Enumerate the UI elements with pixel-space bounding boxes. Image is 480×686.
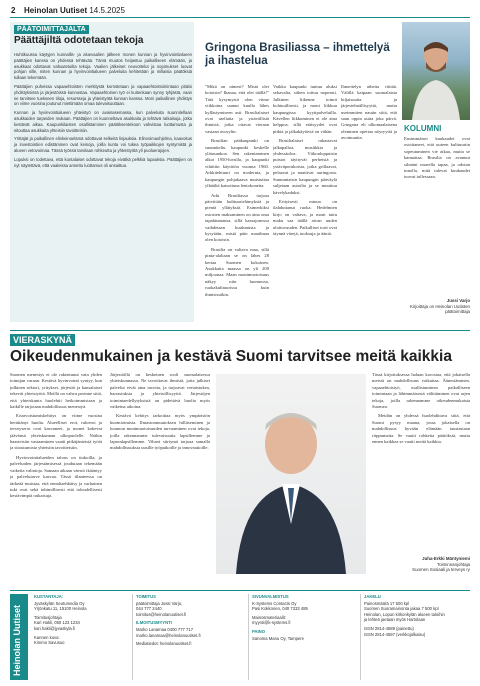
- feature-paragraph: Arki Brasiliassa tarjoaa päivittäin kulttuurielämyksiä ja pieniä yllätyksiä. Esimerkiksi ostosten maksaminen on aina oma tapahtumansa, sillä kassajonossa vaihdetaan kuulumisia ja kysytään, mistä päin maailmaa olen kotoisin.: [205, 192, 269, 243]
- opinion-kicker: VIERASKYNÄ: [10, 334, 75, 346]
- column-badge: KOLUMNI: [404, 124, 442, 133]
- feature-paragraph: Brasilian pääkaupunki on suunniteltu kaupunki keskelle ylätasankoa. Sen rakentaminen alkoi 1950-luvulla, ja kaupunki vihittiin käyttöön vuonna 1960. Arkkitehtuuri on modernia, ja kaupungin pohjakaava muistuttaa ylhäältä katsottuna lentokonetta.: [205, 138, 269, 189]
- footer-logo: [10, 594, 28, 680]
- jakelu-line: ja lehteä jaetaan myös Hartolaan: [364, 617, 426, 623]
- footer-divider: [132, 594, 133, 680]
- publication-line: [24, 6, 125, 15]
- opinion-paragraph: Kestävä kehitys tarkoittaa myös ympäristön huomioimista. Ilmastonmuutoksen hillitseminen ja luonnon monimuotoisuuden turvaaminen ovat tekoja, joilla rakennamme tulevaisuutta lapsillemme ja lapsenlapsillemme. Vihreä siirtymä tarjoaa samalla mahdollisuuksia uusille työpaikoille ja innovaatioille.: [110, 413, 210, 451]
- footer-divider: [248, 594, 249, 680]
- opinion-author-name: Juha-Erkki Mäntyniemi: [422, 556, 470, 561]
- editorial-kicker: PÄÄTOIMITTAJALTA: [14, 25, 89, 34]
- feature-col-3: [341, 84, 397, 324]
- jakelu-line: Heinolan, Lopun kirkonkylän alueen taloihin: [364, 611, 445, 617]
- kustantaja-line: Kimmo Savusuo: [34, 640, 65, 646]
- kustantaja-line: Yrjönkatu 11, 15100 Heinola: [34, 606, 87, 612]
- page-header: [10, 5, 470, 17]
- opinion-signature: [372, 556, 470, 573]
- editorial-paragraph: Lopuksi on todettava, että kuntalaiset odottavat tekoja eivätkä pelkkiä lupauksia. Päättäjien on nyt näytettävä, että vaaleissa annettu luottamus oli ansaittua.: [14, 156, 192, 168]
- opinion-col-1: [10, 372, 102, 587]
- sivunvalmistus-line: Sanoma Manu Oy, Tampere: [252, 635, 304, 641]
- opinion-paragraph: Järjestöillä on keskeinen rooli suomalaisessa yhteiskunnassa. Ne tavoittavat ihmisiä, joita julkiset palvelut eivät aina tavoita, ja tarjoavat vertaistukea, harrastuksia ja yhteisöllisyyttä. Järjestöjen toimintaedellytyksistä on pidettävä huolta myös vaikeina aikoina.: [110, 372, 210, 410]
- paino-heading: PAINO: [252, 628, 265, 634]
- editorial-paragraph: Päättäjien puheissa vapaaehtoisten merkitystä korostetaan ja vapaaehtoistoimintaan pitäisi yhdistyksissä ja järjestöissä kannustaa. Vapaaehtoinen työ ei kuitenkaan synny tyhjästä, vaan se tarvitsee tuekseen tiloja, resursseja ja yhteistyötä kunnan kanssa. Moni paikallinen yhdistys on viime vuosina joutunut miettimään omaa tulevaisuuttaan.: [14, 83, 192, 107]
- editorial-paragraph: Huhtikuussa käytyjen kunnallis- ja aluevaalien jälkeen monen kunnan ja hyvinvointialueen päättäjien kanssa on yhdessä tehtävää. Tämä muutos heijastuu paikalliseen elämään, ja asukkaat odottavat valtuutetuilta tekoja. Vaalien jälkeiset neuvottelut ja sopimukset luovat pohjan sille, miten kunnan ja hyvinvointialueen palveluita kehitetään ja millaisia päätöksiä tullaan tekemään.: [14, 52, 192, 81]
- jakelu-line: Painosmäärä 17 500 kpl: [364, 600, 410, 606]
- toimitus-line: Marko Lanamaa 0400 777 717: [136, 626, 194, 632]
- editorial-title: Päättäjiltä odotetaan tekoja: [14, 35, 144, 46]
- footer-kustantaja: [34, 594, 130, 646]
- logo-line-1: Heinolan: [12, 637, 22, 676]
- opinion-paragraph: Meidän on yhdessä huolehdittava siitä, että Suomi pysyy maana, jossa jokaisella on mahdollisuus hyvään elämään taustastaan riippumatta. Se vaatii rohkeita päätöksiä, mutta ennen kaikkea se vaatii meitä kaikkia.: [372, 413, 470, 445]
- opinion-paragraph: Hyvinvointialueiden talous on tiukoilla, ja palveluiden järjestämisessä joudutaan tekemään vaikeita valintoja. Samaan aikaan väestö ikääntyy ja palvelutarve kasvaa. Tässä tilanteessa on tärkeää muistaa, että ennaltaehkäisy ja varhainen tuki ovat sekä inhimillisesti että taloudellisesti kestävimpiä ratkaisuja.: [10, 454, 102, 499]
- feature-paragraph: Brasilia on valtava maa, sillä pinta-alaltaan se on lähes 28 kertaa Suomen kokoinen. Asukkaita maassa on yli 200 miljoonaa. Maan monimuotoisuus näkyy niin luonnossa, ruokakulttuurissa kuin ihmisissäkin.: [205, 246, 269, 297]
- opinion-paragraph: Tässä kirjoituksessa haluan korostaa, että jokaisella meistä on mahdollisuus vaikuttaa. Äänestäminen, vapaaehtoistyö, osallistuminen paikalliseen toimintaan ja lähimmäisestä välittäminen ovat arjen tekoja, joilla rakennamme oikeudenmukaista Suomea.: [372, 372, 470, 410]
- opinion-rule: [10, 330, 470, 331]
- footer-rule: [10, 590, 470, 591]
- toimitus-line: 044 777 2440: [136, 606, 162, 612]
- opinion-paragraph: Suomen menestys ei ole rakentunut vain yhden toimijan varaan. Kestävä hyvinvointi syntyy, kun julkinen sektori, yritykset, järjestöt ja kansalaiset tekevät yhteistyötä. Meillä on vahva perinne siitä, että yhteiskunta huolehtii heikoimmistaan ja kaikille tarjotaan mahdollisuus menestyä.: [10, 372, 102, 410]
- toimitus-line: toimitus@heinolanuutiset.fi: [136, 611, 187, 617]
- opinion-col-2: [110, 372, 210, 587]
- editorial-paragraph: Kunnan ja hyvinvointialueen yhteistyö on avainasemassa, kun palveluita suunnitellaan asukkaiden tarpeiden mukaan. Päättäjien on kuunneltava asukkaita ja tehtävä ratkaisuja, jotka kestävät aikaa. Kaupunkilaisten osallistaminen päätöksentekoon vahvistaa luottamusta ja sitouttaa asukkaita yhteisiin tavoitteisiin.: [14, 110, 192, 133]
- opinion-col-3: [372, 372, 470, 552]
- header-rule: [10, 17, 470, 18]
- kustantaja-line: Kannen kuva:: [34, 634, 60, 640]
- feature-paragraph: Ensimmäiset kuukaudet ovat osoittaneet, että uuteen kulttuuriin sopeutuminen vie aikaa, mutta se kannattaa. Brasilia on avannut silmäni monella tapaa, ja odotan innolla, mitä tulevat kuukaudet tuovat tullessaan.: [404, 136, 470, 180]
- opinion-author-organization: Suomen Sosiaali ja terveys ry: [412, 567, 470, 573]
- jakelu-line: ISSN 2814-4597 (verkkojulkaisu): [364, 631, 426, 637]
- portrait-figure-icon: [216, 374, 366, 574]
- feature-paragraph: Erityisesti minua on ilahduttanut ruoka. Hedelmien kirjo on valtava, ja moni tuttu maku saa täällä aivan uuden ulottuvuuden. Paikalliset torit ovat täynnä värejä, tuoksuja ja ääniä.: [273, 198, 337, 236]
- page-number: 2: [11, 6, 16, 15]
- opinion-author-title: Toiminnanjohtaja: [437, 561, 470, 567]
- feature-author-name: Jussi Varjo: [446, 298, 470, 303]
- kustantaja-line: kari.hakli@jyvaskyla.fi: [34, 625, 76, 631]
- footer-jakelu: [364, 594, 470, 637]
- kustantaja-line: Toimitusjohtaja: [34, 614, 62, 620]
- jakelu-heading: JAKELU: [364, 594, 381, 599]
- guest-writer-photo: [216, 374, 366, 574]
- toimitus-heading: TOIMITUS: [136, 594, 156, 599]
- jakelu-line: ISSN 2814-4589 (painettu): [364, 625, 414, 631]
- feature-col-4: [404, 136, 470, 296]
- sivunvalmistus-line: K-Systems Contacts Oy: [252, 600, 297, 606]
- feature-title: Gringona Brasiliassa – ihmettelyä ja ihastelua: [205, 42, 390, 67]
- feature-paragraph: Ihmettelyn aiheita riittää. Välillä kaipaan suomalaista hiljaisuutta ja järjestelmällisyyttä, mutta useimmiten nautin siitä, että saan oppia uutta joka päivä. Gringona eli ulkomaalaisena oleminen opettaa nöyryyttä ja avoimuutta.: [341, 84, 397, 141]
- feature-col-2: [273, 84, 337, 324]
- toimitus-line: Mediatiedot: heinolanuutiset.fi: [136, 641, 192, 647]
- toimitus-line: marko.lanamaa@heinolanuutiset.fi: [136, 632, 201, 638]
- logo-line-2: Uutiset: [12, 604, 22, 636]
- sivunvalmistus-line: Mainosmateriaalit:: [252, 614, 286, 620]
- feature-author-title: Kirjoittaja on Heinolan Uutisten päätoimittaja: [409, 303, 470, 315]
- footer-divider: [360, 594, 361, 680]
- publication-date: 14.5.2025: [89, 6, 125, 15]
- footer-sivunvalmistus: [252, 594, 358, 641]
- sivunvalmistus-heading: SIVUNVALMISTUS: [252, 594, 289, 599]
- publication-name: Heinolan Uutiset: [24, 6, 88, 15]
- footer-logo-text: [12, 605, 22, 676]
- jakelu-line: Suomen Suoramainonta jakaa 7 500 kpl: [364, 606, 439, 612]
- feature-paragraph: Vaikka kaupunki tuntuu aluksi sekavalta, siihen tottuu nopeasti. Julkinen liikenne toimii kohtuullisesti, ja moni liikkuu kaupungissa kyytipalveluilla. Kävellen liikkuminen ei ole aina helppoa, sillä etäisyydet ovat pitkiä ja jalkakäytäviä on vähän.: [273, 84, 337, 134]
- editorial-paragraph: Yrittäjät ja paikallinen elinkeinoelämä odottavat selkeitä linjauksia. Elinvoimaohjelma, kaavoitus ja investointien edistäminen ovat keinoja, joilla kunta voi tukea työpaikkojen syntymistä ja alueen vetovoimaa. Tässä työssä tarvitaan rohkeutta ja yhteistyötä yli puoluerajojen.: [14, 136, 192, 153]
- sivunvalmistus-line: myynti@k-systems.fi: [252, 620, 291, 626]
- feature-paragraph: Brasilialaiset rakastavat jalkapalloa, musiikkia ja yhdessäoloa. Viikonloppuisin puistot täyttyvät perheistä ja ystäväporukoista, jotka grillaavat, pelaavat ja nauttivat auringosta. Sunnuntaisin kaupungin pääväylä suljetaan autoilta ja se muuttuu kävelykaduksi.: [273, 138, 337, 195]
- kustantaja-line: Jyväskylän Seutumedia Oy: [34, 600, 85, 606]
- opinion-paragraph: Eriarvoistumiskehitys on viime vuosina herättänyt huolta. Alueelliset erot, tuloerot ja terveyserot ovat kasvaneet, ja monet kokevat jäävänsä yhteiskunnan ulkopuolelle. Näihin haasteisiin vastaaminen vaatii pitkäjänteistä työtä ja sitoutumista yhteisiin tavoitteisiin.: [10, 413, 102, 451]
- feature-paragraph: ”Mikä on nimesi? Mistä olet kotoisin? Ihanaa, että olet täällä!” Tätä kysymystä olen viime viikkoina saanut kuulla lähes kyllästymiseen asti. Brasilialaiset ovat uteliaita ja ystävällisiä ihmisiä, jotka ottavat vieraan vastaan avosylin.: [205, 84, 269, 134]
- opinion-title: Oikeudenmukainen ja kestävä Suomi tarvitsee meitä kaikkia: [10, 348, 452, 365]
- editorial-body: [14, 52, 192, 320]
- columnist-photo: [402, 22, 470, 120]
- sivunvalmistus-line: Pasi Kokkonen, 040 7333 485: [252, 606, 308, 612]
- feature-signature: [404, 298, 470, 315]
- ilmoitusmyynti-heading: ILMOITUSMYYNTI: [136, 620, 172, 626]
- feature-col-1: [205, 84, 269, 324]
- kustantaja-heading: KUSTANTAJA:: [34, 594, 64, 599]
- toimitus-line: päätoimittaja Jussi Varjo,: [136, 600, 183, 606]
- portrait-figure-icon: [402, 22, 470, 120]
- footer-toimitus: [136, 594, 246, 647]
- kustantaja-line: Kari Hakli, 050 123 1234: [34, 620, 80, 626]
